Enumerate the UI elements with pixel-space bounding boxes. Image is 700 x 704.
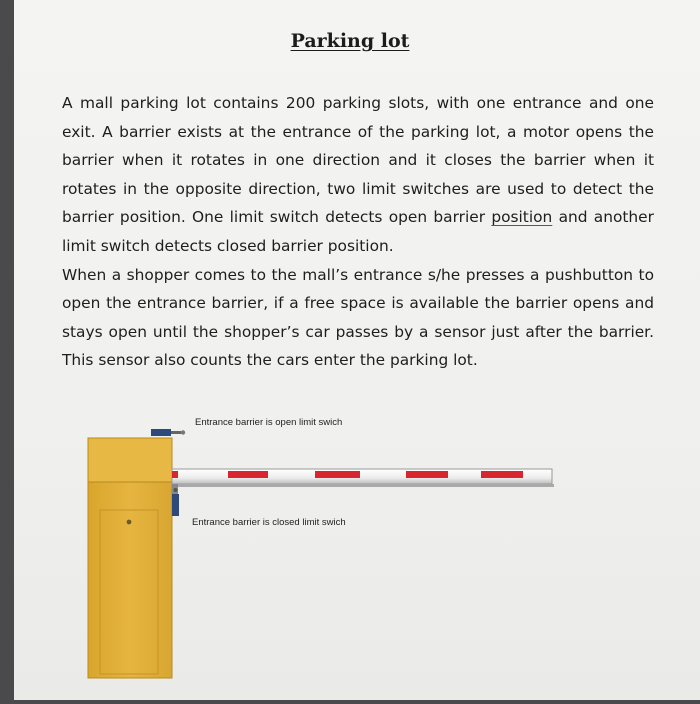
problem-description: [62, 89, 654, 375]
paragraph-1-text: A mall parking lot contains 200 parking slots, with one entrance and one exit. A barrier exists at the entrance of the parking lot, a motor opens the barrier when it rotates in one direction and it closes the barrier when it rotates in the opposite direction, two limit switches are used to detect the barrier position. One limit switch detects open barrier: [62, 94, 654, 227]
barrier-arm: [172, 469, 554, 487]
open-limit-switch-icon: [151, 429, 185, 436]
closed-limit-switch-icon: [172, 484, 179, 516]
lock-icon: [127, 520, 132, 525]
barrier-illustration: [0, 400, 700, 700]
open-limit-switch-label: Entrance barrier is open limit swich: [195, 417, 343, 428]
barrier-diagram: [0, 400, 700, 700]
barrier-cabinet: [88, 438, 172, 678]
paragraph-1: [62, 89, 654, 261]
paragraph-2: When a shopper comes to the mall’s entrance s/he presses a pushbutton to open the entrance barrier, if a free space is available the barrier opens and stays open until the shopper’s car passes by a sensor just after the barrier. This sensor also counts the cars enter the parking lot.: [62, 265, 654, 370]
page-title: Parking lot: [290, 30, 410, 52]
closed-limit-switch-label: Entrance barrier is closed limit swich: [192, 517, 346, 528]
paragraph-1-text-end: and another limit switch detects closed barrier position.: [62, 208, 654, 255]
position-word: position: [491, 208, 553, 227]
